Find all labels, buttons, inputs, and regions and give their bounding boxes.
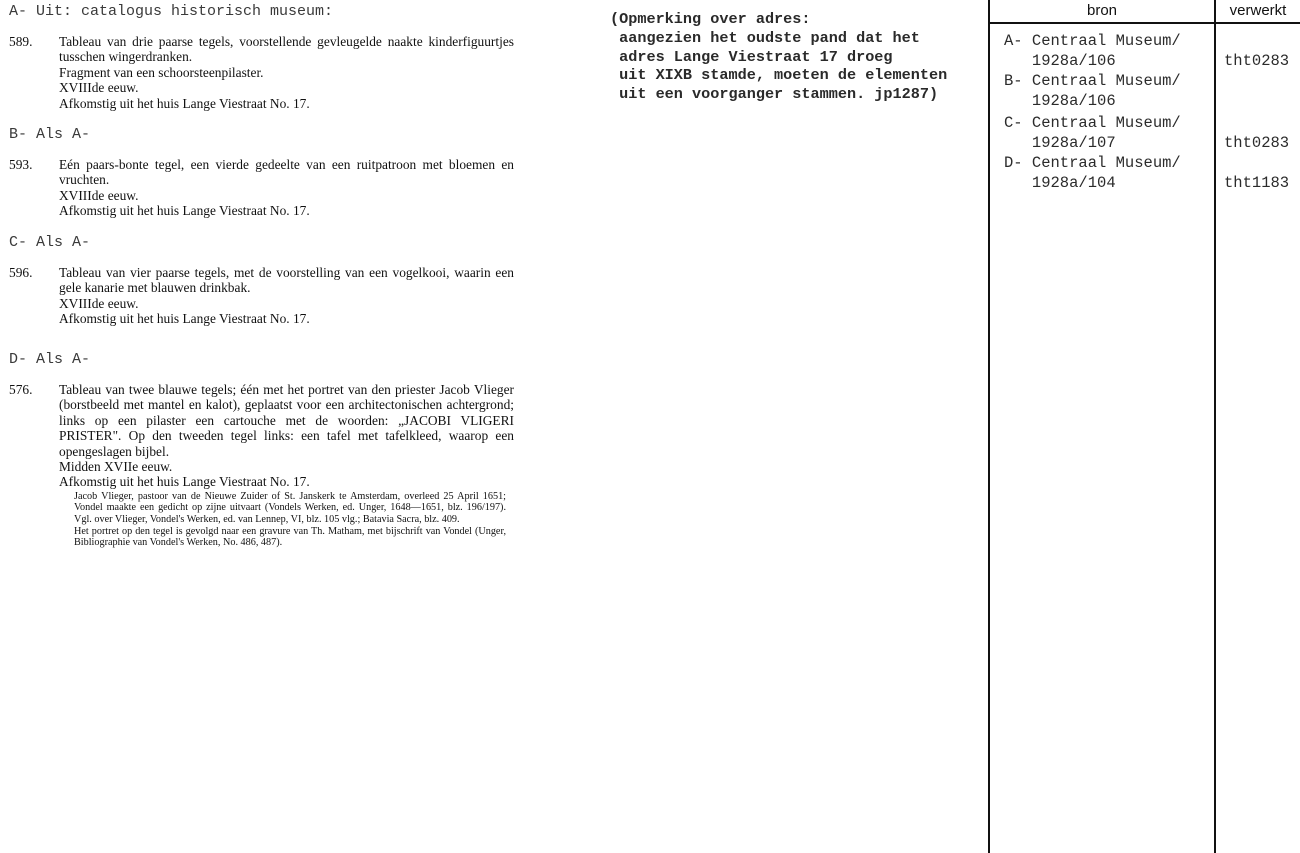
table-row-verwerkt-c: tht0283	[1224, 134, 1290, 152]
remark-line: uit een voorganger stammen. jp1287)	[610, 85, 939, 104]
heading-b: B- Als A-	[9, 126, 91, 143]
address-remark	[610, 10, 990, 104]
bron-line: C- Centraal Museum/	[1004, 114, 1181, 132]
entry-number: 593.	[9, 157, 33, 172]
source-table	[988, 0, 1300, 853]
table-row-bron-d	[1004, 154, 1181, 193]
entry-origin: Afkomstig uit het huis Lange Viestraat No. 17.	[59, 203, 310, 219]
entry-number: 589.	[9, 34, 33, 49]
heading-d: D- Als A-	[9, 351, 91, 368]
table-row-bron-c	[1004, 114, 1181, 153]
entry-description: Eén paars-bonte tegel, een vierde gedeelte van een ruitpatroon met bloemen en vruchten.	[59, 157, 514, 188]
bron-line: B- Centraal Museum/	[1004, 72, 1181, 90]
remark-line: uit XIXB stamde, moeten de elementen	[610, 66, 948, 85]
entry-footnote: Jacob Vlieger, pastoor van de Nieuwe Zuider of St. Janskerk te Amsterdam, overleed 25 April 1651; Vondel maakte een gedicht op zijne uitvaart (Vondels Werken, ed. Unger, 1648—1651, blz. 196/197). Vgl. over Vlieger, Vondel's Werken, ed. van Lennep, VI, blz. 105 vlg.; Batavia Sacra, blz. 409.	[74, 490, 506, 526]
catalogue-entry-589	[9, 34, 514, 111]
catalogue-entry-596	[9, 265, 514, 327]
column-header-verwerkt: verwerkt	[1229, 2, 1287, 19]
bron-line: 1928a/107	[1004, 133, 1116, 152]
table-row-bron-b	[1004, 72, 1181, 111]
table-row-verwerkt-d: tht1183	[1224, 174, 1290, 192]
heading-a: A- Uit: catalogus historisch museum:	[9, 3, 334, 20]
entry-century: XVIIIde eeuw.	[59, 187, 139, 203]
bron-line: 1928a/104	[1004, 173, 1116, 192]
catalogue-entry-593	[9, 157, 514, 219]
entry-extra: Fragment van een schoorsteenpilaster.	[59, 64, 264, 80]
table-border-left	[988, 0, 990, 853]
entry-description: Tableau van twee blauwe tegels; één met het portret van den priester Jacob Vlieger (borstbeeld met mantel en kalot), geplaatst voor een architectonischen achtergrond; links op een pilaster een cartouche met de woorden: „JACOBI VLIGERI PRISTER". Op den tweeden tegel links: een tafel met tafelkleed, waarop een opengeslagen bijbel.	[59, 382, 514, 459]
bron-line: 1928a/106	[1004, 51, 1116, 70]
entry-century: XVIIIde eeuw.	[59, 295, 139, 311]
catalogue-entry-576	[9, 382, 514, 549]
entry-century: XVIIIde eeuw.	[59, 80, 139, 96]
remark-line: (Opmerking over adres:	[610, 10, 811, 28]
entry-origin: Afkomstig uit het huis Lange Viestraat No. 17.	[59, 311, 310, 327]
entry-origin: Afkomstig uit het huis Lange Viestraat No. 17.	[59, 474, 310, 490]
table-header-rule	[988, 22, 1300, 24]
remark-line: adres Lange Viestraat 17 droeg	[610, 47, 893, 66]
table-row-verwerkt-a: tht0283	[1224, 52, 1290, 70]
bron-line: 1928a/106	[1004, 91, 1116, 110]
table-column-divider	[1214, 0, 1216, 853]
entry-description: Tableau van vier paarse tegels, met de voorstelling van een vogelkooi, waarin een gele kanarie met blauwen drinkbak.	[59, 265, 514, 296]
column-header-bron: bron	[1086, 2, 1118, 19]
bron-line: A- Centraal Museum/	[1004, 32, 1181, 50]
entry-number: 596.	[9, 265, 33, 280]
entry-description: Tableau van drie paarse tegels, voorstellende gevleugelde naakte kinderfiguurtjes tusschen wingerdranken.	[59, 34, 514, 65]
bron-line: D- Centraal Museum/	[1004, 154, 1181, 172]
entry-century: Midden XVIIe eeuw.	[59, 459, 173, 475]
entry-number: 576.	[9, 382, 33, 397]
remark-line: aangezien het oudste pand dat het	[610, 28, 920, 47]
entry-origin: Afkomstig uit het huis Lange Viestraat No. 17.	[59, 95, 310, 111]
entry-footnote: Het portret op den tegel is gevolgd naar een gravure van Th. Matham, met bijschrift van Vondel (Unger, Bibliographie van Vondel's Werken, No. 486, 487).	[74, 525, 506, 549]
heading-c: C- Als A-	[9, 234, 91, 251]
table-row-bron-a	[1004, 32, 1181, 71]
